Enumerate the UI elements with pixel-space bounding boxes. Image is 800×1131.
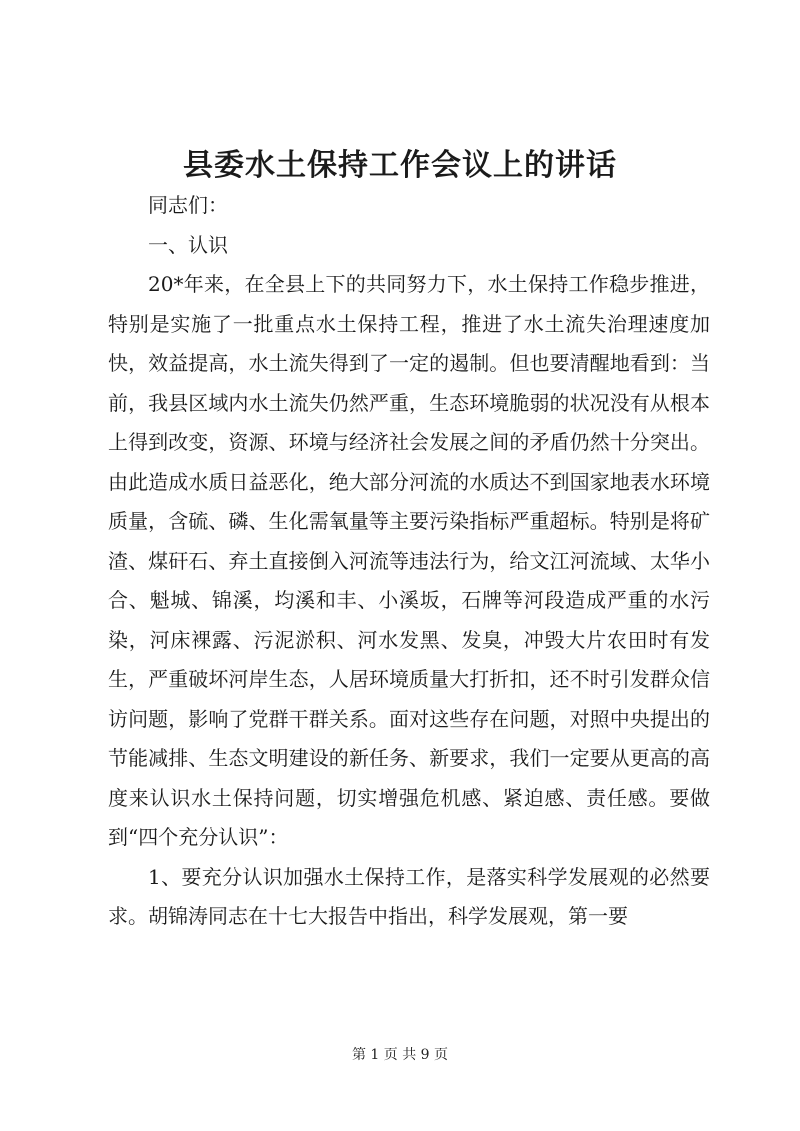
page-title: 县委水土保持工作会议上的讲话 bbox=[183, 148, 617, 183]
section-heading: 一、认识 bbox=[148, 232, 228, 257]
page-footer: 第 1 页 共 9 页 bbox=[351, 1047, 449, 1063]
body-paragraph: 20*年来，在全县上下的共同努力下，水土保持工作稳步推进，特别是实施了一批重点水土保持工程，推进了水土流失治理速度加快，效益提高，水土流失得到了一定的遏制。但也要清醒地看到：当前，我县区域内水土流失仍然严重，生态环境脆弱的状况没有从根本上得到改变，资源、环境与经济社会发展之间的矛盾仍然十分突出。由此造成水质日益恶化，绝大部分河流的水质达不到国家地表水环境质量，含硫、磷、生化需氧量等主要污染指标严重超标。特别是将矿渣、煤矸石、弃土直接倒入河流等违法行为，给文江河流域、太华小合、魁城、锦溪，均溪和丰、小溪坂，石牌等河段造成严重的水污染，河床裸露、污泥淤积、河水发黑、发臭，冲毁大片农田时有发生，严重破坏河岸生态，人居环境质量大打折扣，还不时引发群众信访问题，影响了党群干群关系。面对这些存在问题，对照中央提出的节能减排、生态文明建设的新任务、新要求，我们一定要从更高的高度来认识水土保持问题，切实增强危机感、紧迫感、责任感。要做到“四个充分认识”： bbox=[108, 272, 710, 849]
body-paragraph: 1、要充分认识加强水土保持工作，是落实科学发展观的必然要求。胡锦涛同志在十七大报告中指出，科学发展观，第一要 bbox=[108, 864, 710, 928]
document-body bbox=[108, 186, 710, 937]
salutation: 同志们： bbox=[148, 193, 228, 217]
